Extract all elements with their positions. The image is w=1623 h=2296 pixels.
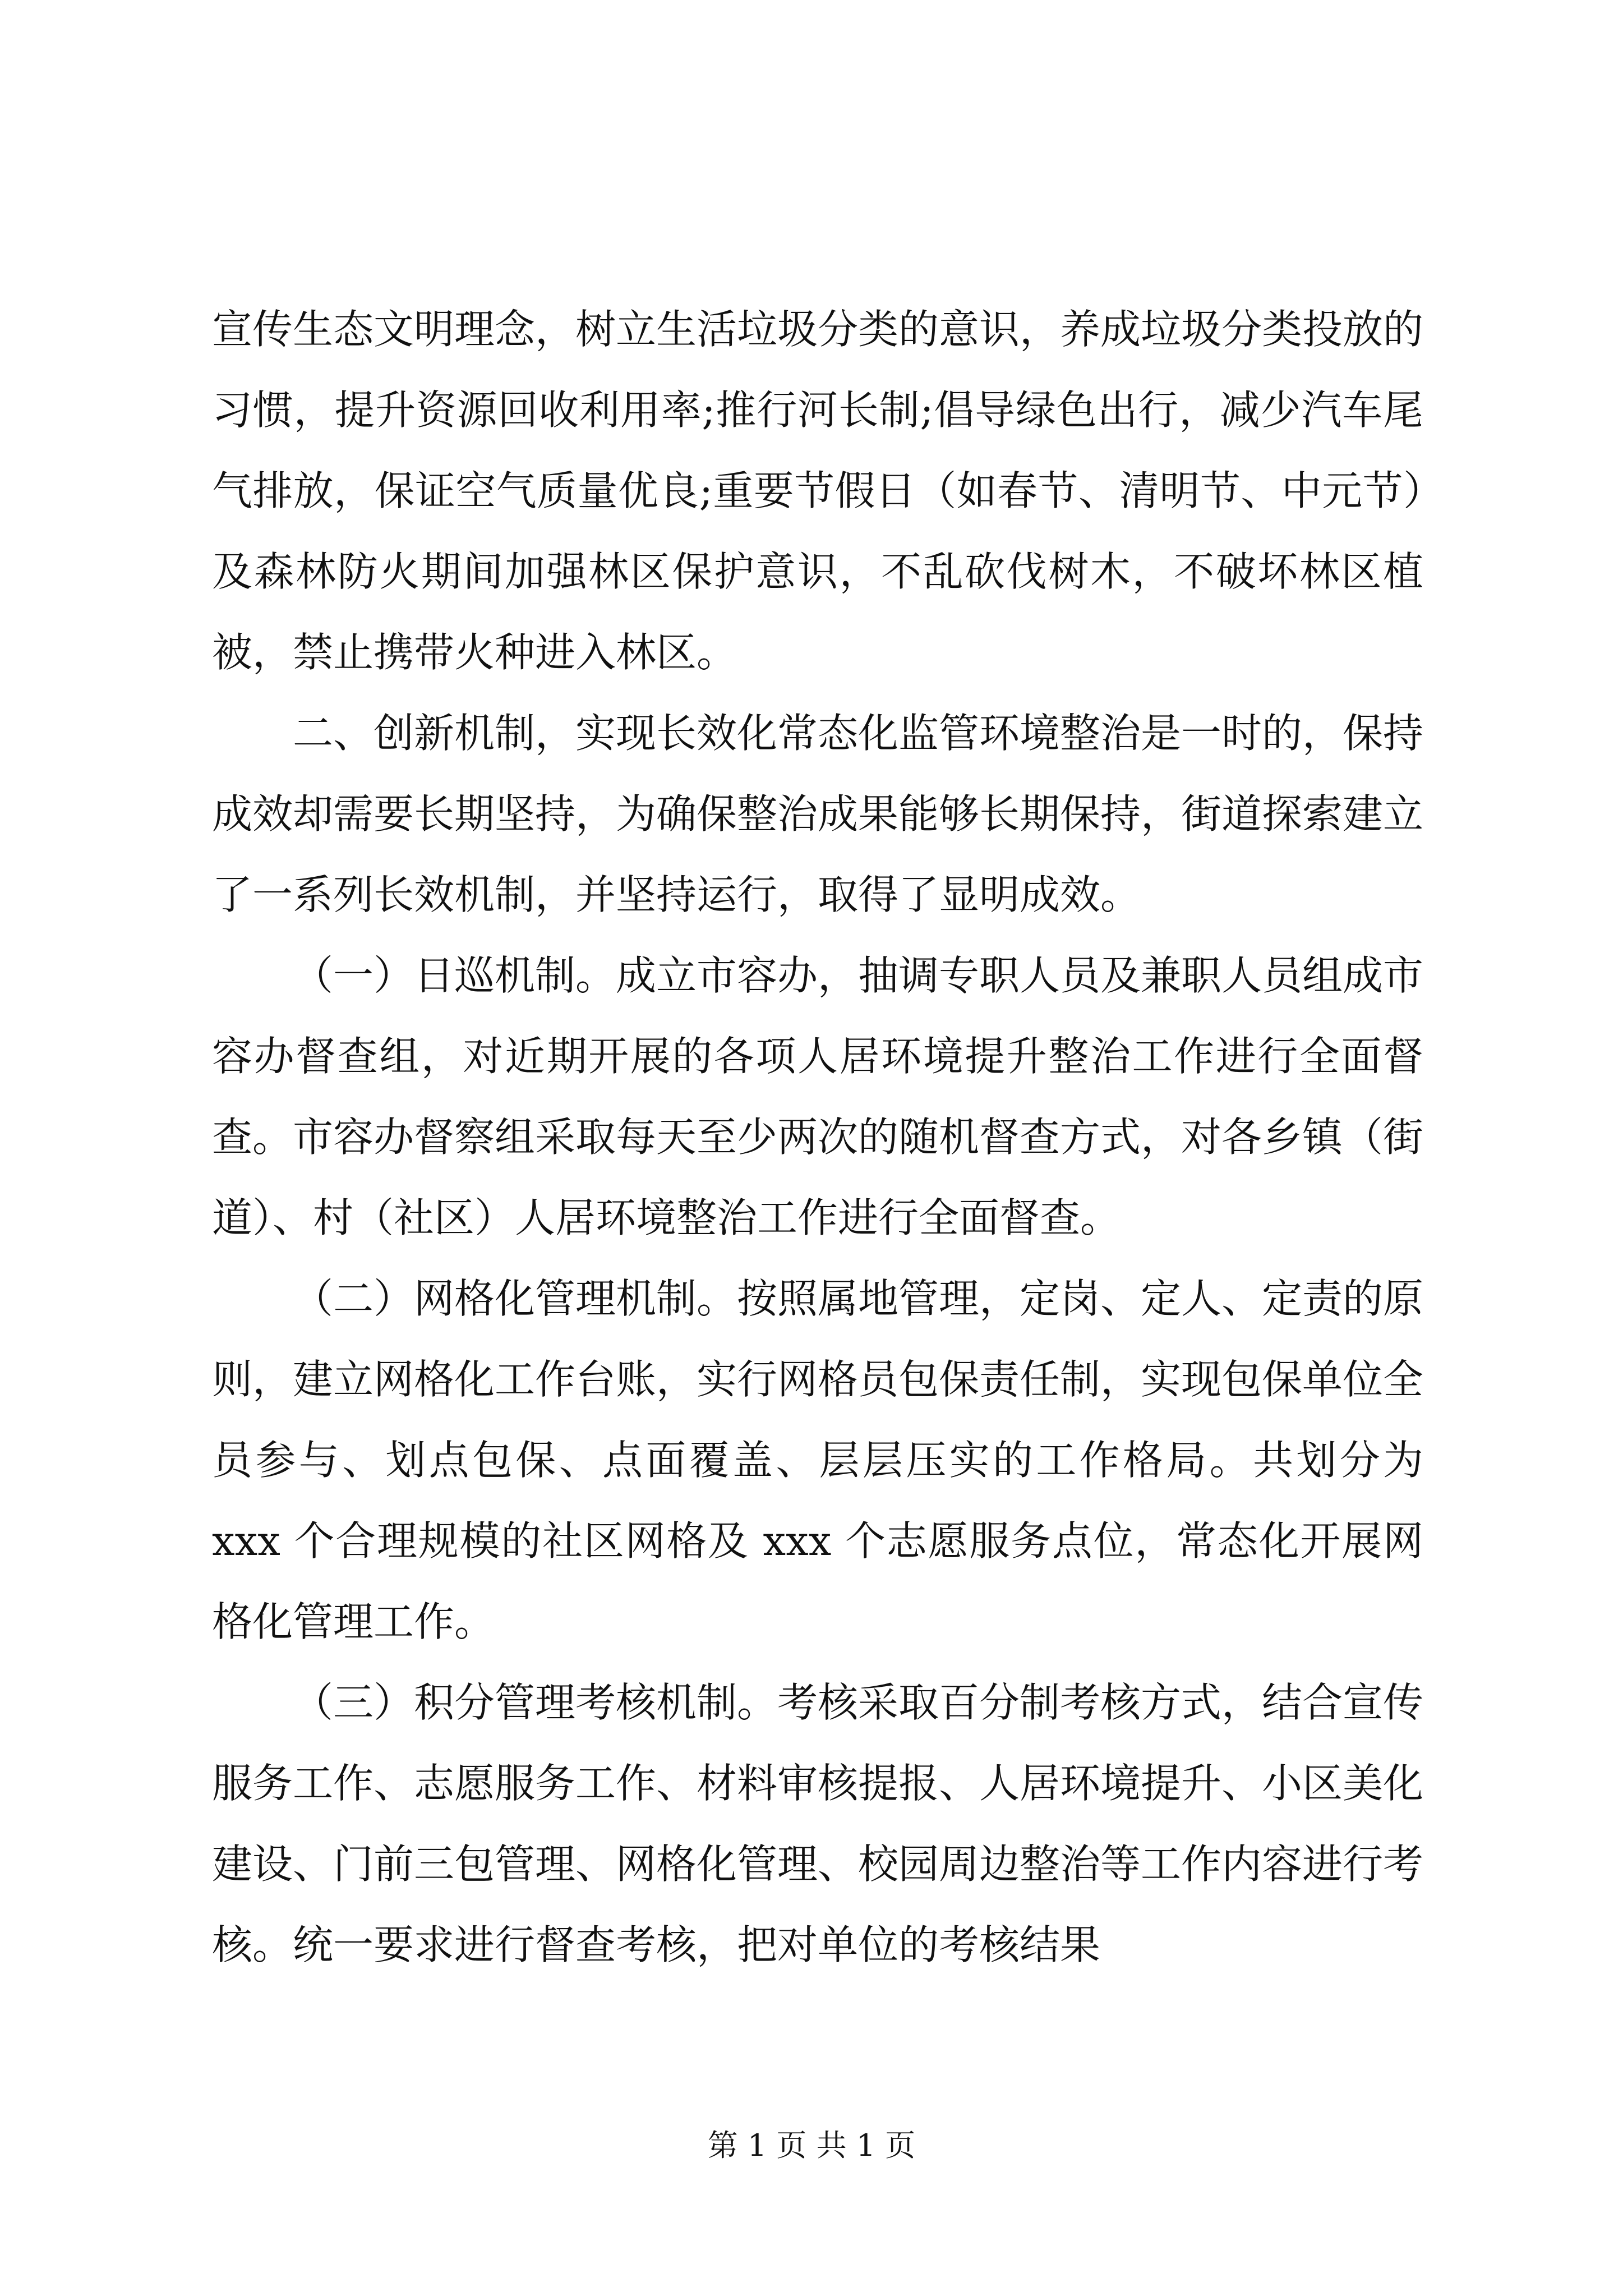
paragraph-2: 二、创新机制，实现长效化常态化监管环境整治是一时的，保持成效却需要长期坚持，为确保整治成果能够长期保持，街道探索建立了一系列长效机制，并坚持运行，取得了显明成效。 bbox=[212, 710, 1424, 918]
paragraph-3: （一）日巡机制。成立市容办，抽调专职人员及兼职人员组成市容办督查组，对近期开展的各项人居环境提升整治工作进行全面督查。市容办督察组采取每天至少两次的随机督查方式，对各乡镇（街道）、村（社区）人居环境整治工作进行全面督查。 bbox=[212, 952, 1424, 1241]
page-footer: 第 1 页 共 1 页 bbox=[707, 2128, 916, 2163]
paragraph-5: （三）积分管理考核机制。考核采取百分制考核方式，结合宣传服务工作、志愿服务工作、材料审核提报、人居环境提升、小区美化建设、门前三包管理、网格化管理、校园周边整治等工作内容进行考核。统一要求进行督查考核，把对单位的考核结果 bbox=[212, 1679, 1424, 1968]
paragraph-1: 宣传生态文明理念，树立生活垃圾分类的意识，养成垃圾分类投放的习惯，提升资源回收利用率;推行河长制;倡导绿色出行，减少汽车尾气排放，保证空气质量优良;重要节假日（如春节、清明节、中元节）及森林防火期间加强林区保护意识，不乱砍伐树木，不破坏林区植被，禁止携带火种进入林区。 bbox=[212, 306, 1424, 676]
paragraph-4: （二）网格化管理机制。按照属地管理，定岗、定人、定责的原则，建立网格化工作台账，实行网格员包保责任制，实现包保单位全员参与、划点包保、点面覆盖、层层压实的工作格局。共划分为 xxx 个合理规模的社区网格及 xxx 个志愿服务点位，常态化开展网格化管理工作。 bbox=[212, 1275, 1424, 1645]
document-body bbox=[212, 289, 1423, 1985]
